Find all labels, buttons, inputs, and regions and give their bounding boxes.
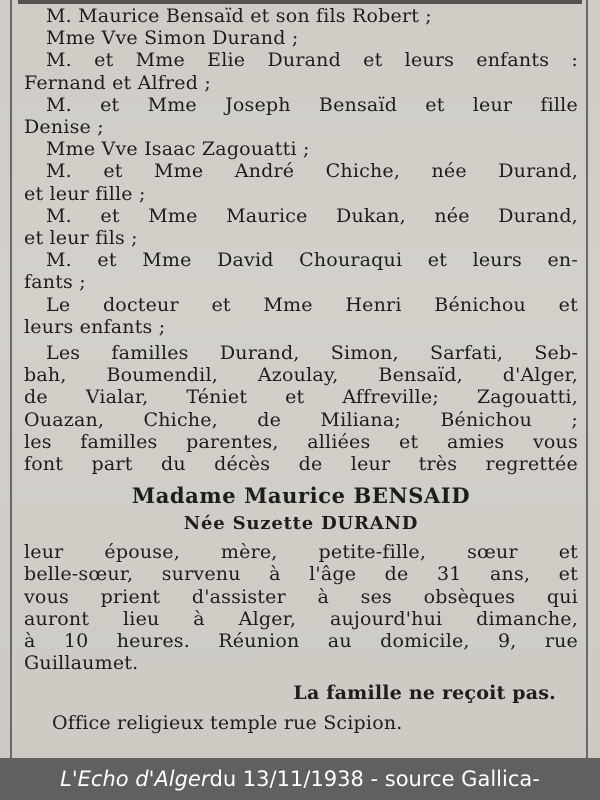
left-column-rule bbox=[10, 0, 12, 758]
right-column-rule bbox=[586, 0, 588, 758]
notice-line: Mme Vve Isaac Zagouatti ; bbox=[46, 138, 310, 161]
caption-details: du 13/11/1938 - source Gallica- bbox=[209, 767, 540, 791]
notice-line: M. et Mme Elie Durand et leurs enfants : bbox=[46, 49, 578, 72]
top-rule bbox=[18, 0, 582, 4]
notice-line: M. et Mme David Chouraqui et leurs en- bbox=[46, 249, 578, 272]
announcement-body bbox=[24, 541, 578, 674]
notice-line: Denise ; bbox=[24, 116, 104, 139]
source-caption bbox=[0, 758, 600, 800]
caption-publication: L'Echo d'Alger bbox=[60, 767, 210, 791]
notice-line: M. et Mme André Chiche, née Durand, bbox=[46, 160, 578, 183]
notice-line: Le docteur et Mme Henri Bénichou et bbox=[46, 293, 578, 316]
maiden-name: Née Suzette DURAND bbox=[183, 513, 419, 535]
notice-line: font part du décès de leur très regrettée bbox=[24, 453, 578, 476]
notice-line: M. et Mme Joseph Bensaïd et leur fille bbox=[46, 93, 578, 116]
obituary-notice bbox=[24, 5, 578, 736]
notice-line: Mme Vve Simon Durand ; bbox=[46, 27, 299, 50]
notice-line: leur épouse, mère, petite-fille, sœur et bbox=[24, 541, 578, 564]
deceased-name: Madame Maurice BENSAID bbox=[131, 483, 471, 509]
notice-line: les familles parentes, alliées et amies vous bbox=[24, 430, 578, 453]
notice-line: et leur fils ; bbox=[24, 227, 138, 250]
notice-line: M. et Mme Maurice Dukan, née Durand, bbox=[46, 204, 578, 227]
notice-line: et leur fille ; bbox=[24, 182, 146, 205]
notice-line: fants ; bbox=[24, 271, 86, 294]
notice-line: bah, Boumendil, Azoulay, Bensaïd, d'Alger, bbox=[24, 364, 578, 387]
families-paragraph bbox=[24, 342, 578, 475]
notice-line: Ouazan, Chiche, de Miliana; Bénichou ; bbox=[24, 408, 578, 431]
family-signature: La famille ne reçoit pas. bbox=[293, 682, 556, 705]
notice-line: Fernand et Alfred ; bbox=[24, 71, 211, 94]
notice-line: de Vialar, Téniet et Affreville; Zagouatti, bbox=[24, 386, 578, 409]
notice-line: vous prient d'assister à ses obsèques qui bbox=[24, 585, 578, 608]
notice-line: belle-sœur, survenu à l'âge de 31 ans, et bbox=[24, 563, 578, 586]
notice-line: à 10 heures. Réunion au domicile, 9, rue bbox=[24, 630, 578, 653]
notice-line: M. Maurice Bensaïd et son fils Robert ; bbox=[46, 5, 432, 27]
notice-line: leurs enfants ; bbox=[24, 315, 166, 338]
notice-line: auront lieu à Alger, aujourd'hui dimanche, bbox=[24, 607, 578, 630]
family-list bbox=[24, 5, 578, 338]
religious-office: Office religieux temple rue Scipion. bbox=[52, 712, 403, 735]
notice-line: Les familles Durand, Simon, Sarfati, Seb- bbox=[46, 342, 578, 365]
notice-line: Guillaumet. bbox=[24, 652, 139, 675]
